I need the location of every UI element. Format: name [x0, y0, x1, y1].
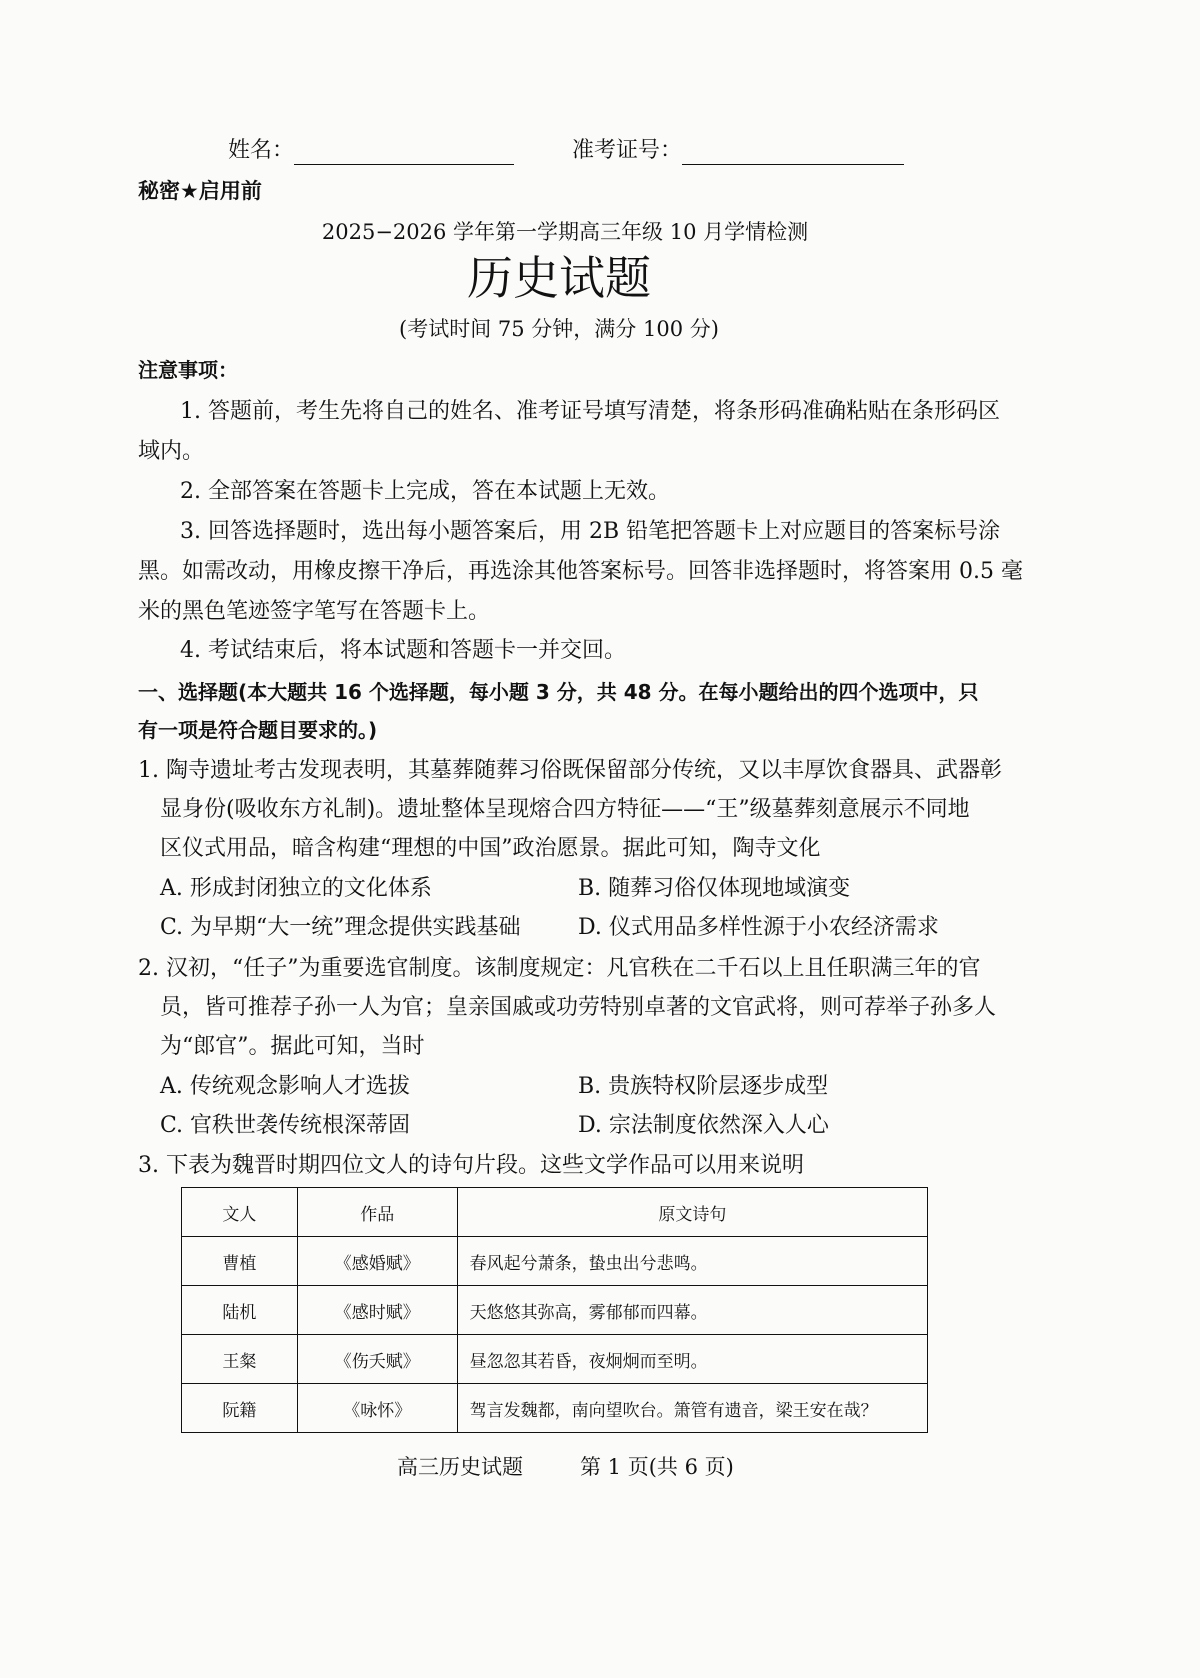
table-cell: 《感时赋》 [297, 1286, 457, 1335]
exam-id-blank[interactable] [682, 142, 904, 165]
question-2-option-c: C. 官秩世袭传统根深蒂固 [160, 1113, 411, 1138]
table-header: 作品 [297, 1188, 457, 1237]
footer-subject: 高三历史试题 [397, 1455, 523, 1479]
notes-line: 黑。如需改动，用橡皮擦干净后，再选涂其他答案标号。回答非选择题时，将答案用 0.5 毫 [138, 559, 1023, 584]
question-3-stem: 3. 下表为魏晋时期四位文人的诗句片段。这些文学作品可以用来说明 [138, 1153, 804, 1178]
exam-subtitle: 2025−2026 学年第一学期高三年级 10 月学情检测 [321, 220, 809, 244]
table-row [182, 1286, 928, 1335]
notes-line: 2. 全部答案在答题卡上完成，答在本试题上无效。 [180, 479, 670, 504]
exam-id-label: 准考证号： [572, 138, 683, 163]
question-1-option-b: B. 随葬习俗仅体现地域演变 [578, 876, 851, 901]
table-cell: 陆机 [182, 1286, 298, 1335]
notes-line: 域内。 [138, 439, 205, 464]
notes-line: 米的黑色笔迹签字笔写在答题卡上。 [138, 599, 491, 624]
question-2-option-b: B. 贵族特权阶层逐步成型 [578, 1074, 829, 1099]
table-cell: 春风起兮萧条，蛰虫出兮悲鸣。 [457, 1237, 927, 1286]
question-2-stem: 2. 汉初，“任子”为重要选官制度。该制度规定：凡官秩在二千石以上且任职满三年的官 [138, 956, 981, 981]
table-header: 文人 [182, 1188, 298, 1237]
table-cell: 驾言发魏都，南向望吹台。箫管有遗音，梁王安在哉？ [457, 1384, 927, 1433]
table-cell: 《伤夭赋》 [297, 1335, 457, 1384]
secret-mark: 秘密★启用前 [138, 179, 262, 203]
time-note: (考试时间 75 分钟，满分 100 分) [399, 317, 719, 341]
table-cell: 昼忽忽其若昏，夜炯炯而至明。 [457, 1335, 927, 1384]
exam-id-field [572, 137, 904, 165]
table-row [182, 1335, 928, 1384]
table-cell: 天悠悠其弥高，雾郁郁而四幕。 [457, 1286, 927, 1335]
table-row [182, 1237, 928, 1286]
table-cell: 《感婚赋》 [297, 1237, 457, 1286]
table-row [182, 1384, 928, 1433]
section-heading: 一、选择题(本大题共 16 个选择题，每小题 3 分，共 48 分。在每小题给出的四个选项中，只 [138, 680, 979, 704]
name-blank[interactable] [294, 142, 514, 165]
notes-heading: 注意事项： [138, 358, 238, 382]
question-2-stem: 为“郎官”。据此可知，当时 [160, 1034, 425, 1059]
table-cell: 王粲 [182, 1335, 298, 1384]
table-header: 原文诗句 [457, 1188, 927, 1237]
question-2-stem: 员，皆可推荐子孙一人为官；皇亲国戚或功劳特别卓著的文官武将，则可荐举子孙多人 [160, 995, 997, 1020]
footer-page-number: 第 1 页(共 6 页) [580, 1455, 734, 1479]
question-1-option-a: A. 形成封闭独立的文化体系 [160, 876, 432, 901]
question-1-option-c: C. 为早期“大一统”理念提供实践基础 [160, 915, 521, 940]
table-header-row [182, 1188, 928, 1237]
table-cell: 《咏怀》 [297, 1384, 457, 1433]
name-label: 姓名： [228, 138, 295, 163]
question-1-stem: 1. 陶寺遗址考古发现表明，其墓葬随葬习俗既保留部分传统，又以丰厚饮食器具、武器彰 [138, 758, 1002, 783]
table-cell: 曹植 [182, 1237, 298, 1286]
question-2-option-a: A. 传统观念影响人才选拔 [160, 1074, 410, 1099]
table-cell: 阮籍 [182, 1384, 298, 1433]
notes-line: 1. 答题前，考生先将自己的姓名、准考证号填写清楚，将条形码准确粘贴在条形码区 [180, 399, 1000, 424]
question-1-stem: 显身份(吸收东方礼制)。遗址整体呈现熔合四方特征——“王”级墓葬刻意展示不同地 [160, 797, 970, 822]
question-2-option-d: D. 宗法制度依然深入人心 [578, 1113, 829, 1138]
page-title: 历史试题 [467, 251, 651, 305]
name-field [228, 137, 514, 165]
question-1-stem: 区仪式用品，暗含构建“理想的中国”政治愿景。据此可知，陶寺文化 [160, 836, 821, 861]
notes-line: 3. 回答选择题时，选出每小题答案后，用 2B 铅笔把答题卡上对应题目的答案标号涂 [180, 519, 1001, 544]
question-1-option-d: D. 仪式用品多样性源于小农经济需求 [578, 915, 939, 940]
notes-line: 4. 考试结束后，将本试题和答题卡一并交回。 [180, 638, 626, 663]
poetry-table [181, 1187, 928, 1433]
section-heading: 有一项是符合题目要求的。) [138, 718, 378, 742]
